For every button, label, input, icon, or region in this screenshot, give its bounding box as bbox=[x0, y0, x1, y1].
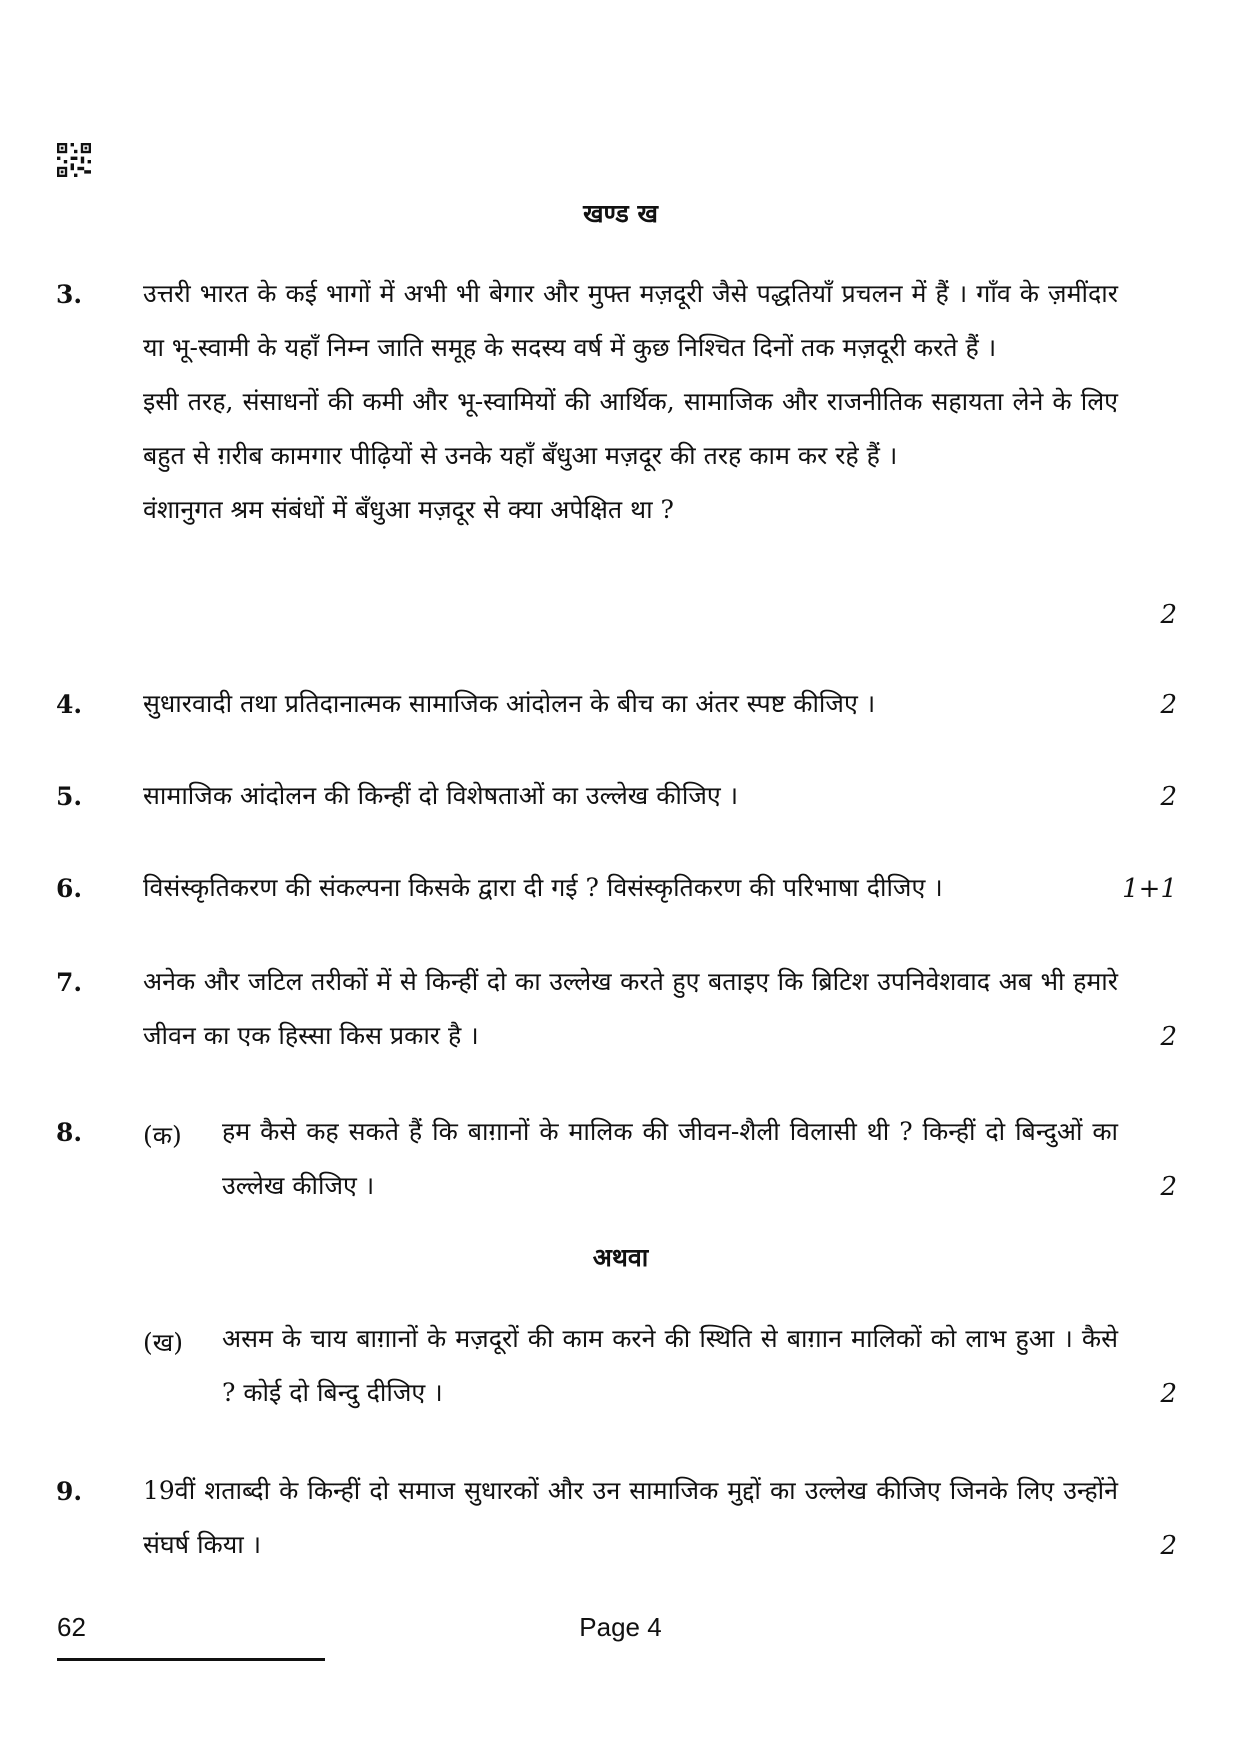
question-text: 19वीं शताब्दी के किन्हीं दो समाज सुधारकों और उन सामाजिक मुद्दों का उल्लेख कीजिए जिनके लिए उन्होंने संघर्ष किया । bbox=[143, 1476, 1118, 1559]
question-text: सामाजिक आंदोलन की किन्हीं दो विशेषताओं का उल्लेख कीजिए । bbox=[143, 781, 739, 810]
question-number: 8. bbox=[56, 1118, 83, 1147]
or-divider: अथवा bbox=[592, 1243, 649, 1272]
section-title: खण्ड ख bbox=[583, 199, 658, 228]
question-paragraph: वंशानुगत श्रम संबंधों में बँधुआ मज़दूर से क्या अपेक्षित था ? bbox=[143, 495, 674, 524]
question-marks: 2 bbox=[1160, 782, 1177, 812]
question-text: विसंस्कृतिकरण की संकल्पना किसके द्वारा दी गई ? विसंस्कृतिकरण की परिभाषा दीजिए । bbox=[143, 873, 943, 902]
paper-code: 62 bbox=[57, 1612, 86, 1642]
qr-code-icon bbox=[57, 143, 91, 177]
footer-rule bbox=[57, 1658, 325, 1661]
question-number: 5. bbox=[56, 782, 83, 811]
option-a-label: (क) bbox=[143, 1121, 182, 1150]
question-marks: 2 bbox=[1160, 1022, 1177, 1052]
question-marks: 2 bbox=[1160, 690, 1177, 720]
question-number: 7. bbox=[56, 968, 83, 997]
question-paragraph: इसी तरह, संसाधनों की कमी और भू-स्वामियों की आर्थिक, सामाजिक और राजनीतिक सहायता लेने के लिए बहुत से ग़रीब कामगार पीढ़ियों से उनके यहाँ बँधुआ मज़दूर की तरह काम कर रहे हैं । bbox=[143, 387, 1118, 470]
question-number: 4. bbox=[56, 690, 83, 719]
option-a-marks: 2 bbox=[1160, 1172, 1177, 1202]
question-marks: 1+1 bbox=[1122, 874, 1177, 904]
question-marks: 2 bbox=[1160, 600, 1177, 630]
question-text bbox=[143, 267, 1118, 537]
page-number: Page 4 bbox=[579, 1612, 662, 1642]
question-number: 6. bbox=[56, 874, 83, 903]
question-number: 3. bbox=[56, 280, 83, 309]
question-text: अनेक और जटिल तरीकों में से किन्हीं दो का उल्लेख करते हुए बताइए कि ब्रिटिश उपनिवेशवाद अब भी हमारे जीवन का एक हिस्सा किस प्रकार है । bbox=[143, 967, 1118, 1050]
question-number: 9. bbox=[56, 1477, 83, 1506]
question-text: सुधारवादी तथा प्रतिदानात्मक सामाजिक आंदोलन के बीच का अंतर स्पष्ट कीजिए । bbox=[143, 689, 876, 718]
question-paragraph: उत्तरी भारत के कई भागों में अभी भी बेगार और मुफ्त मज़दूरी जैसे पद्धतियाँ प्रचलन में हैं । गाँव के ज़मींदार या भू-स्वामी के यहाँ निम्न जाति समूह के सदस्य वर्ष में कुछ निश्चित दिनों तक मज़दूरी करते हैं । bbox=[143, 279, 1118, 362]
option-b-marks: 2 bbox=[1160, 1379, 1177, 1409]
option-b-text: असम के चाय बाग़ानों के मज़दूरों की काम करने की स्थिति से बाग़ान मालिकों को लाभ हुआ । कैसे ? कोई दो बिन्दु दीजिए । bbox=[222, 1324, 1118, 1407]
option-b-label: (ख) bbox=[143, 1328, 183, 1357]
question-marks: 2 bbox=[1160, 1531, 1177, 1561]
option-a-text: हम कैसे कह सकते हैं कि बाग़ानों के मालिक की जीवन-शैली विलासी थी ? किन्हीं दो बिन्दुओं का उल्लेख कीजिए । bbox=[222, 1117, 1118, 1200]
